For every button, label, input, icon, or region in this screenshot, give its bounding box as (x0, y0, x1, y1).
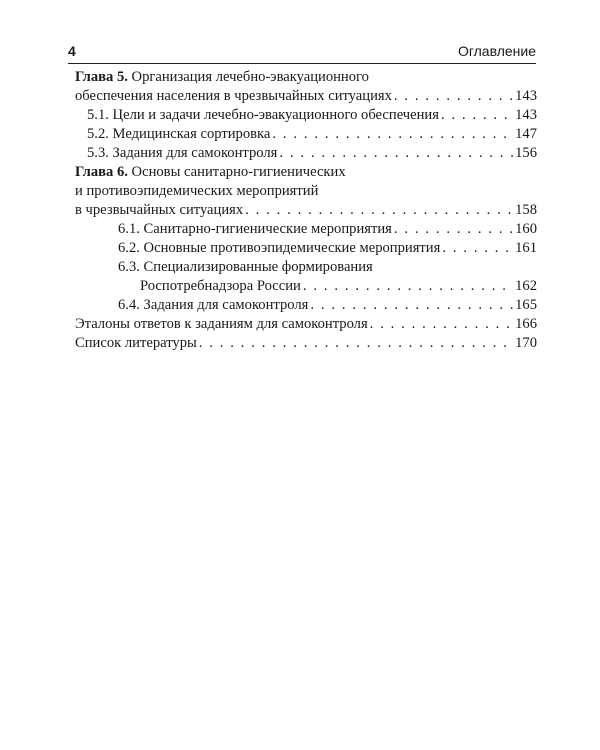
page-ref: 147 (515, 126, 537, 142)
section-title: Цели и задачи лечебно-эвакуационного обеспечения (112, 107, 439, 123)
toc-answers[interactable] (75, 315, 537, 334)
toc-section-6-4[interactable] (75, 296, 537, 315)
toc-chapter-6-entry[interactable] (75, 201, 537, 220)
page-ref: 158 (515, 202, 537, 218)
section-title-line: Роспотребнадзора России (140, 278, 301, 294)
page-ref: 165 (515, 297, 537, 313)
dot-leader (272, 125, 513, 144)
page-ref: 160 (515, 221, 537, 237)
toc-section-5-3[interactable] (75, 144, 537, 163)
dot-leader (442, 239, 513, 258)
chapter-title-line: обеспечения населения в чрезвычайных ситуациях (75, 88, 392, 104)
toc-section-6-2[interactable] (75, 239, 537, 258)
dot-leader (441, 106, 513, 125)
section-number: 5.2. (87, 126, 109, 142)
table-of-contents (75, 68, 537, 353)
section-number: 5.1. (87, 107, 109, 123)
entry-title: Список литературы (75, 335, 197, 351)
chapter-title-line: Основы санитарно-гигиенических (127, 164, 346, 180)
toc-section-6-3[interactable] (75, 258, 537, 277)
chapter-label: Глава 5. (75, 69, 128, 85)
toc-section-5-1[interactable] (75, 106, 537, 125)
toc-chapter-5-title[interactable] (75, 68, 537, 87)
dot-leader (199, 334, 513, 353)
chapter-label: Глава 6. (75, 164, 128, 180)
section-number: 6.2. (118, 240, 140, 256)
section-number: 6.4. (118, 297, 140, 313)
dot-leader (303, 277, 513, 296)
chapter-title-line: в чрезвычайных ситуациях (75, 202, 244, 218)
running-title: Оглавление (457, 43, 536, 59)
page-ref: 161 (515, 240, 537, 256)
page-ref: 156 (515, 145, 537, 161)
page-header (68, 39, 536, 64)
section-title: Специализированные формирования (143, 259, 373, 275)
section-title: Санитарно-гигиенические мероприятия (143, 221, 392, 237)
section-title: Задания для самоконтроля (143, 297, 309, 313)
section-title: Задания для самоконтроля (112, 145, 278, 161)
dot-leader (394, 220, 513, 239)
toc-bibliography[interactable] (75, 334, 537, 353)
page-ref: 166 (515, 316, 537, 332)
section-number: 6.1. (118, 221, 140, 237)
entry-title: Эталоны ответов к заданиям для самоконтроля (75, 316, 368, 332)
section-title: Медицинская сортировка (112, 126, 271, 142)
toc-chapter-6-title[interactable] (75, 163, 537, 182)
toc-section-6-1[interactable] (75, 220, 537, 239)
toc-section-5-2[interactable] (75, 125, 537, 144)
toc-section-6-3-cont[interactable] (75, 277, 537, 296)
toc-chapter-5-entry[interactable] (75, 87, 537, 106)
section-title: Основные противоэпидемические мероприятия (143, 240, 441, 256)
page-ref: 143 (515, 107, 537, 123)
dot-leader (310, 296, 513, 315)
page-ref: 170 (515, 335, 537, 351)
page-ref: 162 (515, 278, 537, 294)
page-number: 4 (68, 43, 76, 59)
dot-leader (370, 315, 513, 334)
section-number: 6.3. (118, 259, 140, 275)
dot-leader (245, 201, 513, 220)
page-ref: 143 (515, 88, 537, 104)
dot-leader (394, 87, 513, 106)
chapter-title-line: и противоэпидемических мероприятий (75, 183, 319, 199)
dot-leader (279, 144, 513, 163)
toc-chapter-6-title-cont (75, 182, 537, 201)
chapter-title-line: Организация лечебно-эвакуационного (127, 69, 369, 85)
section-number: 5.3. (87, 145, 109, 161)
